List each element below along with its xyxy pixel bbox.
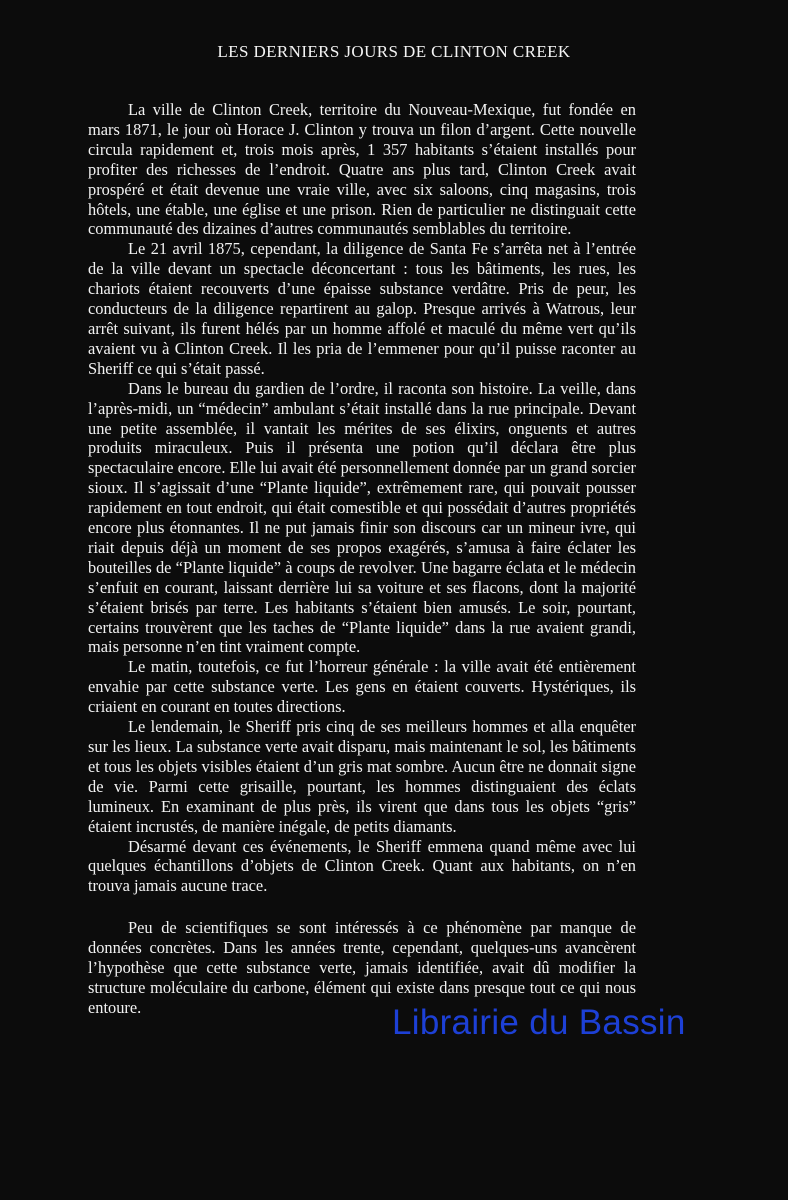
paragraph-7: Peu de scientifiques se sont intéressés à ce phénomène par manque de données concrètes. Dans les années trente, cependant, quelques-uns avancèrent l’hypothèse que cette substance verte, jamais identifiée, avait dû modifier la structure moléculaire du carbone, élément qui existe dans presque tout ce qui nous entoure. (88, 918, 636, 1017)
paragraph-4: Le matin, toutefois, ce fut l’horreur générale : la ville avait été entièrement envahie par cette substance verte. Les gens en étaient couverts. Hystériques, ils criaient en courant en toutes directions. (88, 657, 636, 717)
paragraph-2: Le 21 avril 1875, cependant, la diligence de Santa Fe s’arrêta net à l’entrée de la ville devant un spectacle déconcertant : tous les bâtiments, les rues, les chariots étaient recouverts d’une épaisse substance verdâtre. Pris de peur, les conducteurs de la diligence repartirent au galop. Presque arrivés à Watrous, leur arrêt suivant, ils furent hélés par un homme affolé et maculé du même vert qu’ils avaient vu à Clinton Creek. Il les pria de l’emmener pour qu’il puisse raconter au Sheriff ce qui s’était passé. (88, 239, 636, 378)
paragraph-3: Dans le bureau du gardien de l’ordre, il raconta son histoire. La veille, dans l’après-midi, un “médecin” ambulant s’était installé dans la rue principale. Devant une petite assemblée, il vantait les mérites de ses élixirs, onguents et autres produits miraculeux. Puis il présenta une potion qu’il déclara être plus spectaculaire encore. Elle lui avait été personnellement donnée par un grand sorcier sioux. Il s’agissait d’une “Plante liquide”, extrêmement rare, qui pouvait pousser rapidement en tout endroit, qui était comestible et qui possédait d’autres propriétés encore plus étonnantes. Il ne put jamais finir son discours car un mineur ivre, qui riait depuis déjà un moment de ses propos exagérés, s’amusa à faire éclater les bouteilles de “Plante liquide” à coups de revolver. Une bagarre éclata et le médecin s’enfuit en courant, laissant derrière lui sa voiture et ses flacons, dont la majorité s’étaient brisés par terre. Les habitants s’étaient bien amusés. Le soir, pourtant, certains trouvèrent que les taches de “Plante liquide” dans la rue avaient grandi, mais personne n’en tint vraiment compte. (88, 378, 636, 657)
paragraph-1: La ville de Clinton Creek, territoire du Nouveau-Mexique, fut fondée en mars 1871, le jour où Horace J. Clinton y trouva un filon d’argent. Cette nouvelle circula rapidement et, trois mois après, 1 357 habitants s’étaient installés pour profiter des richesses de l’endroit. Quatre ans plus tard, Clinton Creek avait prospéré et était devenue une vraie ville, avec six saloons, cinq magasins, trois hôtels, une étable, une église et une prison. Rien de particulier ne distinguait cette communauté des dizaines d’autres communautés semblables du territoire. (88, 100, 636, 239)
seller-watermark: Librairie du Bassin (392, 1003, 686, 1042)
paragraph-6: Désarmé devant ces événements, le Sheriff emmena quand même avec lui quelques échantillons d’objets de Clinton Creek. Quant aux habitants, on n’en trouva jamais aucune trace. (88, 836, 636, 896)
page-title: LES DERNIERS JOURS DE CLINTON CREEK (217, 42, 571, 61)
paragraph-5: Le lendemain, le Sheriff pris cinq de ses meilleurs hommes et alla enquêter sur les lieux. La substance verte avait disparu, mais maintenant le sol, les bâtiments et tous les objets visibles étaient d’un gris mat sombre. Aucun être ne donnait signe de vie. Parmi cette grisaille, pourtant, les hommes distinguaient des éclats lumineux. En examinant de plus près, ils virent que dans tous les objets “gris” étaient incrustés, de manière inégale, de petits diamants. (88, 717, 636, 836)
article-body (88, 100, 636, 1018)
